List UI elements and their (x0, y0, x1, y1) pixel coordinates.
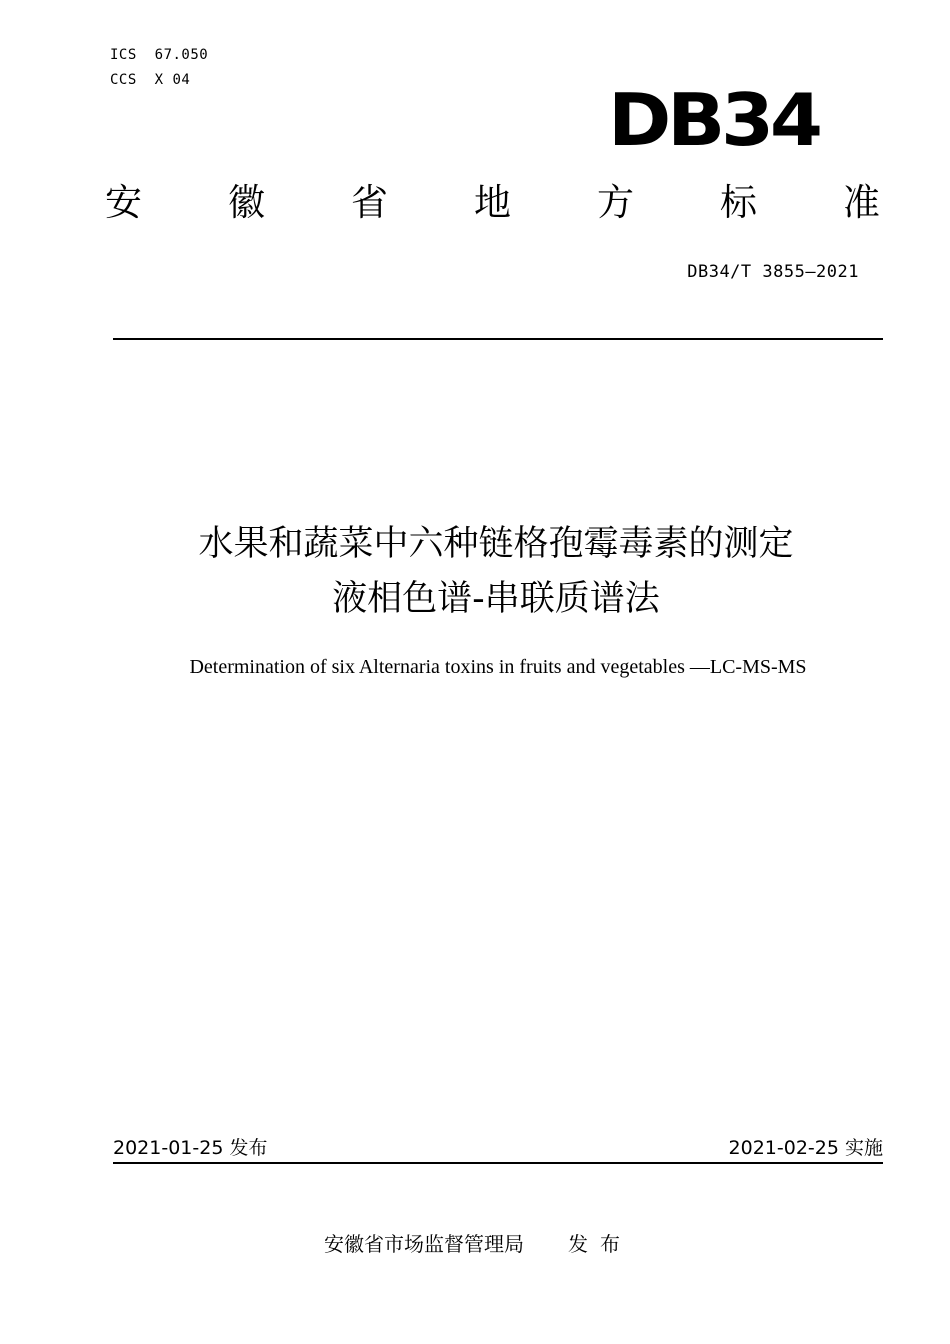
standard-type-heading (105, 181, 880, 224)
standard-type-char: 标 (720, 181, 757, 224)
publisher-line (324, 1228, 632, 1257)
ccs-code: CCS X 04 (110, 72, 191, 88)
chinese-title-line-1: 水果和蔬菜中六种链格孢霉毒素的测定 (198, 524, 794, 564)
standard-type-char: 地 (474, 181, 511, 224)
standard-type-char: 安 (105, 181, 142, 224)
top-divider (113, 338, 883, 340)
publisher-name: 安徽省市场监督管理局 (324, 1232, 524, 1256)
standard-type-char: 省 (351, 181, 388, 224)
standard-type-char: 徽 (228, 181, 265, 224)
publisher-action: 发布 (568, 1232, 632, 1256)
db34-logo: DB34 (608, 78, 819, 162)
chinese-title-line-2: 液相色谱-串联质谱法 (332, 579, 660, 619)
issue-date: 2021-01-25 发布 (113, 1137, 268, 1159)
ics-code: ICS 67.050 (110, 47, 209, 63)
english-title: Determination of six Alternaria toxins in fruits and vegetables —LC-MS-MS (189, 656, 807, 678)
implementation-date: 2021-02-25 实施 (728, 1137, 883, 1159)
standard-type-char: 准 (843, 181, 880, 224)
bottom-divider (113, 1162, 883, 1164)
standard-type-char: 方 (597, 181, 634, 224)
standard-number: DB34/T 3855—2021 (687, 262, 859, 282)
